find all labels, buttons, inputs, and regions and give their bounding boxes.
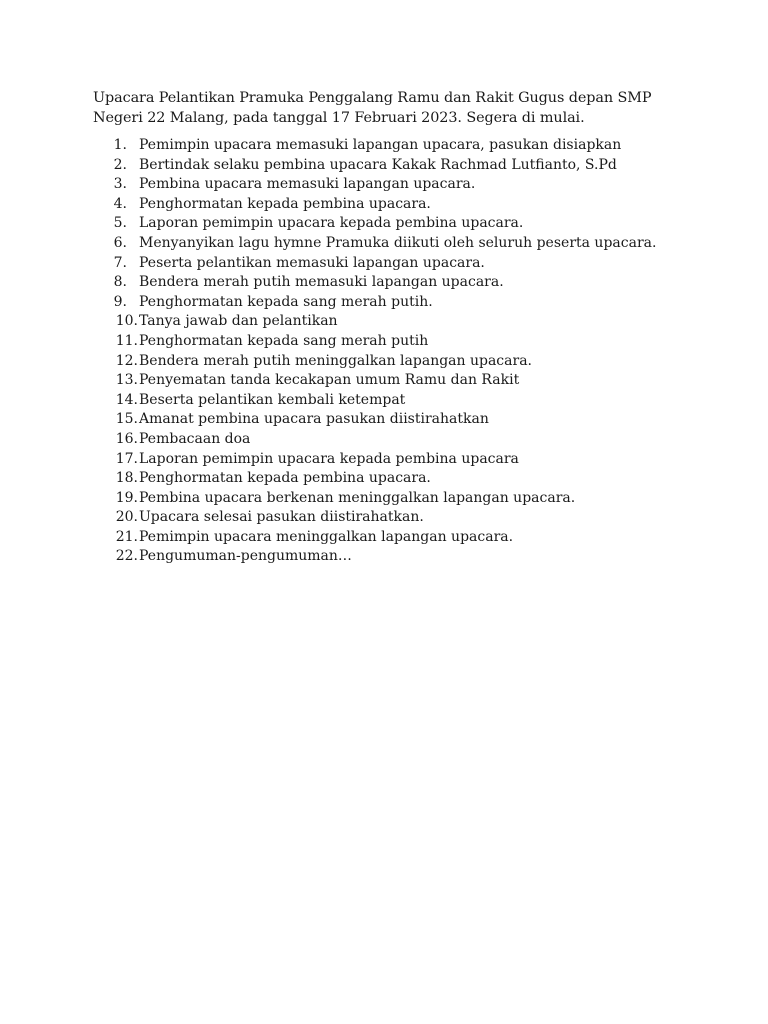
list-item <box>93 332 693 352</box>
step-text: Penghormatan kepada pembina upacara. <box>139 195 431 212</box>
list-item <box>93 352 693 372</box>
step-number: 16. <box>115 430 138 447</box>
step-number: 19. <box>115 489 138 506</box>
step-text: Amanat pembina upacara pasukan diistirahatkan <box>139 411 489 428</box>
list-item <box>93 195 693 215</box>
list-item <box>93 391 693 411</box>
step-number: 18. <box>115 470 138 487</box>
list-item <box>93 410 693 430</box>
list-item <box>93 450 693 470</box>
step-number: 21. <box>115 528 138 545</box>
step-text: Upacara selesai pasukan diistirahatkan. <box>139 509 424 526</box>
list-item <box>93 430 693 450</box>
list-item <box>93 508 693 528</box>
step-number: 2. <box>113 156 127 173</box>
step-number: 4. <box>113 195 127 212</box>
step-number: 14. <box>115 391 138 408</box>
step-text: Pengumuman-pengumuman… <box>139 548 352 565</box>
list-item <box>93 136 693 156</box>
list-item <box>93 528 693 548</box>
step-number: 22. <box>115 548 138 565</box>
step-text: Penghormatan kepada sang merah putih. <box>139 293 433 310</box>
step-text: Laporan pemimpin upacara kepada pembina upacara <box>139 450 519 467</box>
step-text: Tanya jawab dan pelantikan <box>139 313 338 330</box>
step-number: 17. <box>115 450 138 467</box>
step-text: Laporan pemimpin upacara kepada pembina upacara. <box>139 215 524 232</box>
list-item <box>93 312 693 332</box>
list-item <box>93 234 693 254</box>
list-item <box>93 489 693 509</box>
list-item <box>93 156 693 176</box>
step-text: Beserta pelantikan kembali ketempat <box>139 391 406 408</box>
list-item <box>93 273 693 293</box>
step-text: Pembacaan doa <box>139 430 251 447</box>
list-item <box>93 214 693 234</box>
step-number: 3. <box>113 176 127 193</box>
step-text: Bendera merah putih memasuki lapangan upacara. <box>139 274 504 291</box>
list-item <box>93 371 693 391</box>
step-number: 5. <box>113 215 127 232</box>
step-number: 13. <box>115 372 138 389</box>
step-number: 11. <box>115 332 138 349</box>
list-item <box>93 175 693 195</box>
step-number: 12. <box>115 352 138 369</box>
list-item <box>93 293 693 313</box>
step-text: Pembina upacara berkenan meninggalkan lapangan upacara. <box>139 489 576 506</box>
list-item <box>93 469 693 489</box>
step-text: Bertindak selaku pembina upacara Kakak Rachmad Lutfianto, S.Pd <box>139 156 617 173</box>
step-text: Penyematan tanda kecakapan umum Ramu dan Rakit <box>139 372 520 389</box>
list-item <box>93 254 693 274</box>
step-text: Penghormatan kepada pembina upacara. <box>139 470 431 487</box>
step-number: 7. <box>113 254 127 271</box>
step-number: 20. <box>115 509 138 526</box>
step-text: Pemimpin upacara memasuki lapangan upacara, pasukan disiapkan <box>139 137 622 153</box>
step-text: Peserta pelantikan memasuki lapangan upacara. <box>139 254 485 271</box>
step-number: 10. <box>115 313 138 330</box>
step-text: Pembina upacara memasuki lapangan upacara. <box>139 176 476 193</box>
step-text: Pemimpin upacara meninggalkan lapangan upacara. <box>139 528 514 545</box>
step-number: 9. <box>113 293 127 310</box>
step-text: Penghormatan kepada sang merah putih <box>139 332 429 349</box>
step-number: 1. <box>113 137 127 153</box>
step-number: 6. <box>113 234 127 251</box>
ceremony-steps-list <box>93 136 693 567</box>
intro-paragraph: Upacara Pelantikan Pramuka Penggalang Ramu dan Rakit Gugus depan SMP Negeri 22 Malang, pada tanggal 17 Februari 2023. Segera di mulai. <box>93 90 652 126</box>
step-text: Bendera merah putih meninggalkan lapangan upacara. <box>139 352 532 369</box>
step-number: 15. <box>115 411 138 428</box>
list-item <box>93 547 693 567</box>
step-number: 8. <box>113 274 127 291</box>
step-text: Menyanyikan lagu hymne Pramuka diikuti oleh seluruh peserta upacara. <box>139 234 657 251</box>
